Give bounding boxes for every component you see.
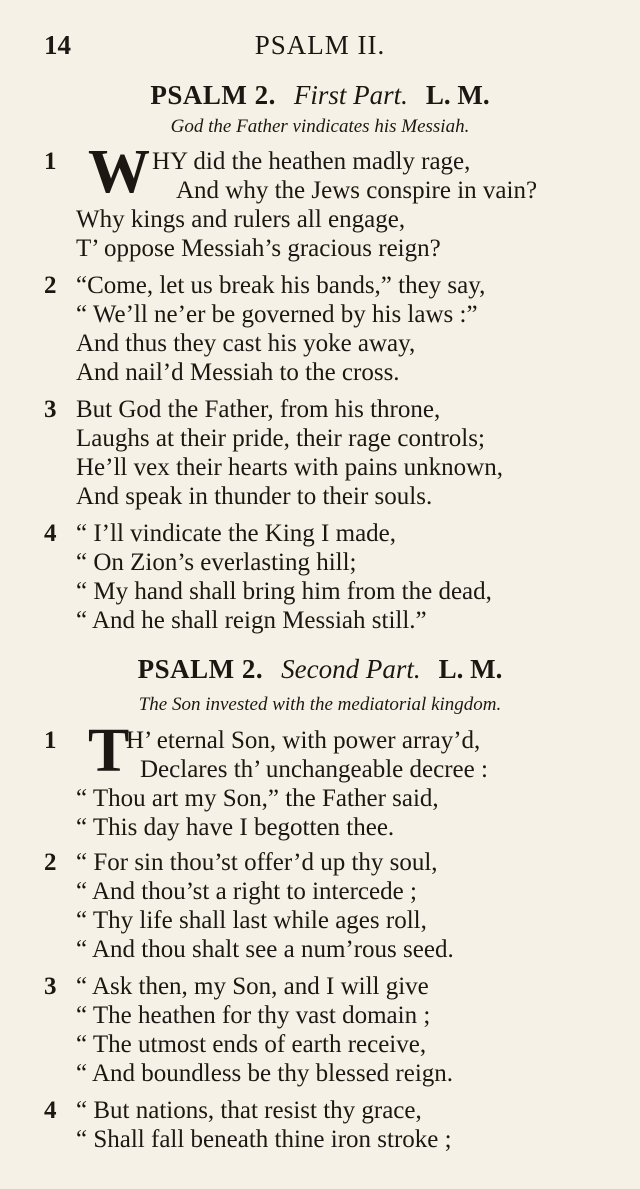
hymn-heading-first-part bbox=[0, 80, 640, 111]
part-label: Second Part. bbox=[281, 654, 421, 684]
stanza-number: 1 bbox=[44, 727, 57, 754]
verse-line: “ But nations, that resist thy grace, bbox=[76, 1097, 422, 1124]
meter-label: L. M. bbox=[438, 654, 503, 684]
verse-line: “ On Zion’s everlasting hill; bbox=[76, 549, 357, 576]
verse-line: “ Thy life shall last while ages roll, bbox=[76, 907, 427, 934]
verse-line: “ I’ll vindicate the King I made, bbox=[76, 520, 397, 547]
psalm-number: PSALM 2. bbox=[137, 654, 264, 684]
verse-line: “ The utmost ends of earth receive, bbox=[76, 1031, 427, 1058]
verse-line: And why the Jews conspire in vain? bbox=[176, 177, 538, 204]
stanza-number: 3 bbox=[44, 973, 57, 1000]
running-head bbox=[0, 26, 640, 66]
drop-cap: W bbox=[88, 138, 150, 206]
psalm-number: PSALM 2. bbox=[150, 80, 276, 110]
stanza-number: 2 bbox=[44, 849, 57, 876]
verse-line: T’ oppose Messiah’s gracious reign? bbox=[76, 235, 441, 262]
verse-line: “Come, let us break his bands,” they say, bbox=[76, 272, 486, 299]
verse-line: And thus they cast his yoke away, bbox=[76, 330, 416, 357]
verse-line: Laughs at their pride, their rage controls; bbox=[76, 425, 485, 452]
verse-line: “ And boundless be thy blessed reign. bbox=[76, 1060, 454, 1087]
verse-line: Declares th’ unchangeable decree : bbox=[140, 756, 488, 783]
verse-line: “ The heathen for thy vast domain ; bbox=[76, 1002, 431, 1029]
stanza-number: 1 bbox=[44, 148, 57, 175]
verse-line: “ We’ll ne’er be governed by his laws :” bbox=[76, 301, 478, 328]
hymn-heading-second-part bbox=[0, 654, 640, 685]
page-number: 14 bbox=[44, 30, 71, 60]
running-title: PSALM II. bbox=[254, 30, 386, 60]
verse-line: “ And thou shalt see a num’rous seed. bbox=[76, 936, 454, 963]
verse-line: “ This day have I begotten thee. bbox=[76, 814, 395, 841]
verse-line: “ Ask then, my Son, and I will give bbox=[76, 973, 429, 1000]
stanza-number: 2 bbox=[44, 272, 57, 299]
stanza-number: 3 bbox=[44, 396, 57, 423]
verse-line: H’ eternal Son, with power array’d, bbox=[126, 727, 481, 754]
verse-line: “ And thou’st a right to intercede ; bbox=[76, 878, 417, 905]
verse-line: But God the Father, from his throne, bbox=[76, 396, 441, 423]
verse-line: Why kings and rulers all engage, bbox=[76, 206, 406, 233]
meter-label: L. M. bbox=[425, 80, 490, 110]
drop-cap: T bbox=[88, 717, 130, 785]
verse-line: And nail’d Messiah to the cross. bbox=[76, 359, 400, 386]
verse-line: “ Thou art my Son,” the Father said, bbox=[76, 785, 439, 812]
verse-line: He’ll vex their hearts with pains unknown, bbox=[76, 454, 503, 481]
hymn-subtitle: The Son invested with the mediatorial kingdom. bbox=[138, 694, 502, 715]
verse-line: “ For sin thou’st offer’d up thy soul, bbox=[76, 849, 438, 876]
stanza-number: 4 bbox=[44, 1097, 57, 1124]
verse-line: “ Shall fall beneath thine iron stroke ; bbox=[76, 1126, 452, 1153]
stanza-number: 4 bbox=[44, 520, 57, 547]
verse-line: HY did the heathen madly rage, bbox=[152, 148, 471, 175]
hymn-subtitle: God the Father vindicates his Messiah. bbox=[170, 116, 470, 137]
verse-line: “ And he shall reign Messiah still.” bbox=[76, 607, 427, 634]
verse-line: “ My hand shall bring him from the dead, bbox=[76, 578, 492, 605]
verse-line: And speak in thunder to their souls. bbox=[76, 483, 433, 510]
part-label: First Part. bbox=[293, 80, 408, 110]
